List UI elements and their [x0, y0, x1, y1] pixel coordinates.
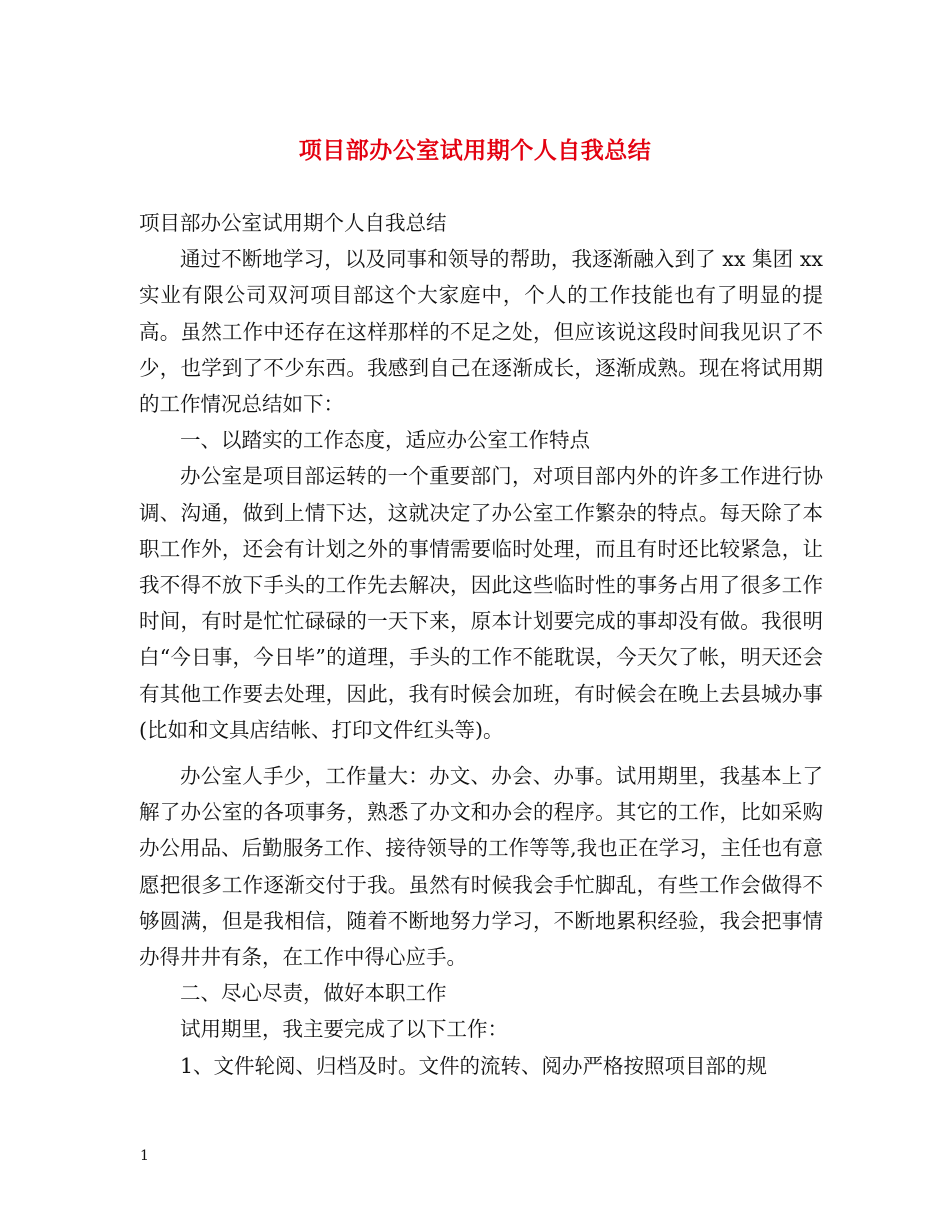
document-title: 项目部办公室试用期个人自我总结 — [298, 137, 652, 164]
paragraph-item-1: 1、文件轮阅、归档及时。文件的流转、阅办严格按照项目部的规 — [180, 1053, 768, 1078]
page-number: 1 — [140, 1148, 149, 1164]
paragraph-office-workload: 办公室人手少，工作量大：办文、办会、办事。试用期里，我基本上了解了办公室的各项事务，熟悉了办文和办会的程序。其它的工作，比如采购办公用品、后勤服务工作、接待领导的工作等等,我也正在学习，主任也有意愿把很多工作逐渐交付于我。虽然有时候我会手忙脚乱，有些工作会做得不够圆满，但是我相信，随着不断地努力学习，不断地累积经验，我会把事情办得井井有条，在工作中得心应手。 — [139, 764, 823, 970]
paragraph-work-intro: 试用期里，我主要完成了以下工作： — [180, 1017, 508, 1042]
document-body — [139, 205, 823, 1084]
section-heading-2: 二、尽心尽责，做好本职工作 — [180, 981, 447, 1006]
paragraph-office-role: 办公室是项目部运转的一个重要部门，对项目部内外的许多工作进行协调、沟通，做到上情下达，这就决定了办公室工作繁杂的特点。每天除了本职工作外，还会有计划之外的事情需要临时处理，而且有时还比较紧急，让我不得不放下手头的工作先去解决，因此这些临时性的事务占用了很多工作时间，有时是忙忙碌碌的一天下来，原本计划要完成的事却没有做。我很明白“今日事，今日毕”的道理，手头的工作不能耽误，今天欠了帐，明天还会有其他工作要去处理，因此，我有时候会加班，有时候会在晚上去县城办事(比如和文具店结帐、打印文件红头等)。 — [139, 464, 823, 742]
section-heading-1: 一、以踏实的工作态度，适应办公室工作特点 — [180, 428, 590, 453]
paragraph-intro: 通过不断地学习，以及同事和领导的帮助，我逐渐融入到了 xx 集团 xx 实业有限公司双河项目部这个大家庭中，个人的工作技能也有了明显的提高。虽然工作中还存在这样那样的不足之处，但应该说这段时间我见识了不少，也学到了不少东西。我感到自己在逐渐成长，逐渐成熟。现在将试用期的工作情况总结如下： — [139, 247, 823, 417]
body-heading: 项目部办公室试用期个人自我总结 — [139, 211, 447, 235]
